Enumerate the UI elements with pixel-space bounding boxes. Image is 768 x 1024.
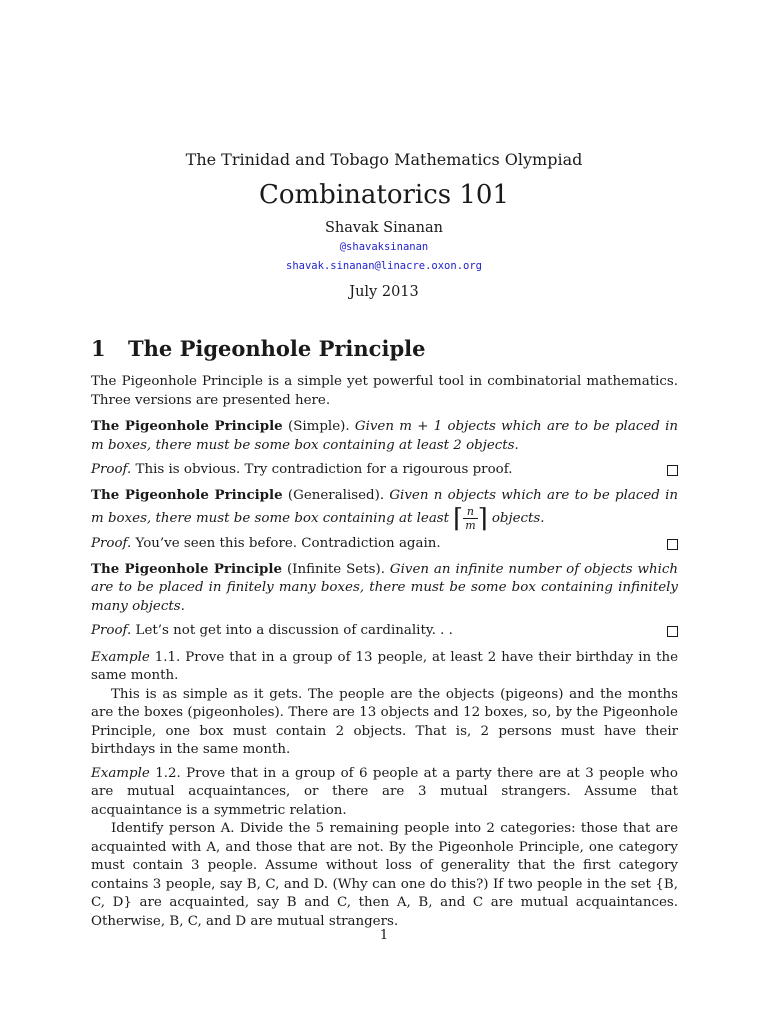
ceiling-fraction (453, 505, 488, 532)
proof-label: Proof. (91, 623, 132, 638)
section-body (91, 373, 678, 931)
document-date: July 2013 (349, 284, 419, 300)
proof-text: This is obvious. Try contradiction for a rigourous proof. (135, 462, 513, 477)
author-handle-link[interactable]: @shavaksinanan (339, 241, 429, 253)
proof-text: Let’s not get into a discussion of cardinality. . . (135, 623, 453, 638)
right-ceiling-bracket: ⌉ (477, 503, 488, 534)
section-title: The Pigeonhole Principle (128, 336, 426, 361)
proof-generalised (91, 535, 678, 554)
example-1-2-solution: Identify person A. Divide the 5 remaining people into 2 categories: those that are acquainted with A, and those that are not. By the Pigeonhole Principle, one category must contain 3 people. Assume without loss of generality that the first category contains 3 people, say B, C, and D. (Why can one do this?) If two people in the set {B, C, D} are acquainted, say B and C, then A, B, and C are mutual acquaintances. Otherwise, B, C, and D are mutual strangers. (91, 821, 678, 929)
document-title: Combinatorics 101 (258, 180, 510, 210)
proof-simple (91, 461, 678, 480)
qed-box-icon (667, 539, 678, 550)
example-number: 1.2. (155, 765, 181, 781)
theorem-name: The Pigeonhole Principle (91, 418, 283, 434)
proof-label: Proof. (91, 462, 132, 477)
example-1-1-solution: This is as simple as it gets. The people are the objects (pigeons) and the months are the boxes (pigeonholes). There are 13 objects and 12 boxes, so, by the Pigeonhole Principle, one box must contain 2 objects. That is, 2 persons must have their birthdays in the same month. (91, 686, 678, 757)
fraction-denominator: m (465, 519, 476, 532)
fraction-numerator: n (463, 505, 477, 519)
example-label: Example (91, 649, 150, 665)
theorem-qualifier: (Simple). (287, 419, 350, 434)
example-number: 1.1. (154, 649, 181, 665)
example-label: Example (91, 765, 150, 781)
intro-paragraph: The Pigeonhole Principle is a simple yet powerful tool in combinatorial mathematics. Three versions are presented here. (91, 374, 678, 408)
theorem-qualifier: (Infinite Sets). (286, 561, 385, 577)
theorem-name: The Pigeonhole Principle (91, 560, 283, 577)
example-1-1 (91, 649, 678, 686)
theorem-simple (91, 417, 678, 455)
theorem-infinite (91, 560, 678, 617)
theorem-statement: Given an infinite number of objects which are to be placed in finitely many boxes, there must be some box containing infinitely many objects. (91, 561, 678, 614)
page-number: 1 (379, 928, 389, 943)
theorem-generalised (91, 486, 678, 533)
example-statement: Prove that in a group of 6 people at a party there are at 3 people who are mutual acquaintances, or there are 3 mutual strangers. Assume that acquaintance is a symmetric relation. (91, 765, 678, 818)
qed-box-icon (667, 626, 678, 637)
theorem-qualifier: (Generalised). (287, 487, 385, 503)
theorem-name: The Pigeonhole Principle (91, 486, 283, 503)
section-heading (91, 336, 425, 361)
section-number: 1 (91, 336, 106, 361)
qed-box-icon (667, 465, 678, 476)
author-email-link[interactable]: shavak.sinanan@linacre.oxon.org (286, 260, 482, 272)
proof-infinite (91, 622, 678, 641)
author-name: Shavak Sinanan (324, 220, 444, 236)
proof-label: Proof. (91, 536, 132, 551)
theorem-statement: Given m + 1 objects which are to be placed in m boxes, there must be some box containing at least 2 objects. (91, 419, 678, 453)
left-ceiling-bracket: ⌈ (453, 503, 464, 534)
olympiad-name: The Trinidad and Tobago Mathematics Olympiad (185, 150, 583, 169)
proof-text: You’ve seen this before. Contradiction again. (135, 536, 441, 551)
example-1-2 (91, 765, 678, 821)
theorem-statement-end: objects. (491, 511, 545, 526)
example-statement: Prove that in a group of 13 people, at least 2 have their birthday in the same month. (91, 649, 678, 683)
theorem-statement: Given n objects which are to be placed in m boxes, there must be some box containing at least (91, 487, 678, 526)
